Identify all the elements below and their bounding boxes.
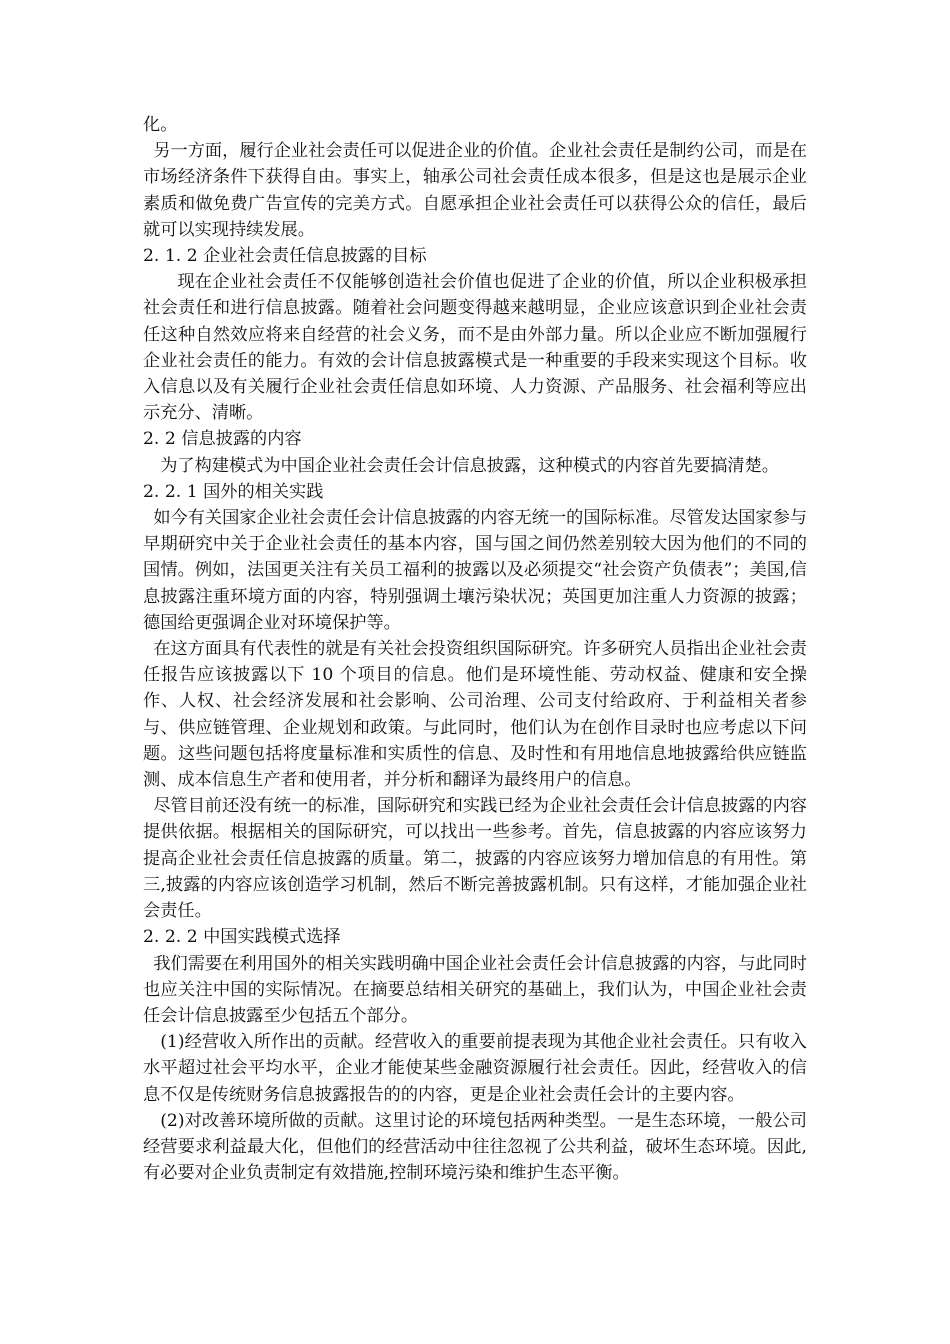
section-heading-2-2-2: 2. 2. 2 中国实践模式选择 bbox=[143, 927, 341, 948]
section-heading-2-2-1: 2. 2. 1 国外的相关实践 bbox=[143, 481, 324, 502]
paragraph-csr-value: 另一方面，履行企业社会责任可以促进企业的价值。企业社会责任是制约公司，而是在市场经济条件下获得自由。事实上，轴承公司社会责任成本很多，但是这也是展示企业素质和做免费广告宣传的完美方式。自愿承担企业社会责任可以获得公众的信任，最后就可以实现持续发展。 bbox=[143, 141, 807, 240]
section-heading-2-1-2: 2. 1. 2 企业社会责任信息披露的目标 bbox=[143, 246, 427, 267]
paragraph-no-unified-standard: 尽管目前还没有统一的标准，国际研究和实践已经为企业社会责任会计信息披露的内容提供依据。根据相关的国际研究，可以找出一些参考。首先，信息披露的内容应该努力提高企业社会责任信息披露的质量。第二，披露的内容应该努力增加信息的有用性。第三,披露的内容应该创造学习机制，然后不断完善披露机制。只有这样，才能加强企业社会责任。 bbox=[143, 796, 807, 922]
paragraph-fragment: 化。 bbox=[143, 115, 178, 135]
section-heading-2-2: 2. 2 信息披露的内容 bbox=[143, 429, 302, 450]
paragraph-china-practice: 我们需要在利用国外的相关实践明确中国企业社会责任会计信息披露的内容，与此同时也应关注中国的实际情况。在摘要总结相关研究的基础上，我们认为，中国企业社会责任会计信息披露至少包括五个部分。 bbox=[143, 953, 807, 1026]
paragraph-disclosure-goal: 现在企业社会责任不仅能够创造社会价值也促进了企业的价值，所以企业积极承担社会责任和进行信息披露。随着社会问题变得越来越明显，企业应该意识到企业社会责任这种自然效应将来自经营的社会义务，而不是由外部力量。所以企业应不断加强履行企业社会责任的能力。有效的会计信息披露模式是一种重要的手段来实现这个目标。收入信息以及有关履行企业社会责任信息如环境、人力资源、产品服务、社会福利等应出示充分、清晰。 bbox=[143, 272, 807, 424]
document-page bbox=[143, 112, 807, 1186]
paragraph-foreign-practice: 如今有关国家企业社会责任会计信息披露的内容无统一的国际标准。尽管发达国家参与早期研究中关于企业社会责任的基本内容，国与国之间仍然差别较大因为他们的不同的国情。例如，法国更关注有关员工福利的披露以及必须提交“社会资产负债表”；美国,信息披露注重环境方面的内容，特别强调土壤污染状况；英国更加注重人力资源的披露；德国给更强调企业对环境保护等。 bbox=[143, 508, 807, 633]
paragraph-international-research: 在这方面具有代表性的就是有关社会投资组织国际研究。许多研究人员指出企业社会责任报告应该披露以下 10 个项目的信息。他们是环境性能、劳动权益、健康和安全操作、人权、社会经济发展和社会影响、公司治理、公司支付给政府、于利益相关者参与、供应链管理、企业规划和政策。与此同时，他们认为在创作目录时也应考虑以下问题。这些问题包括将度量标准和实质性的信息、及时性和有用地信息地披露给供应链监测、成本信息生产者和使用者，并分析和翻译为最终用户的信息。 bbox=[143, 639, 807, 791]
paragraph-item-1-income: (1)经营收入所作出的贡献。经营收入的重要前提表现为其他企业社会责任。只有收入水平超过社会平均水平，企业才能使某些金融资源履行社会责任。因此，经营收入的信息不仅是传统财务信息披露报告的的内容，更是企业社会责任会计的主要内容。 bbox=[143, 1032, 807, 1105]
paragraph-build-model: 为了构建模式为中国企业社会责任会计信息披露，这种模式的内容首先要搞清楚。 bbox=[160, 455, 779, 476]
paragraph-item-2-environment: (2)对改善环境所做的贡献。这里讨论的环境包括两种类型。一是生态环境，一般公司经营要求利益最大化，但他们的经营活动中往往忽视了公共利益，破坏生态环境。因此,有必要对企业负责制定有效措施,控制环境污染和维护生态平衡。 bbox=[143, 1110, 807, 1184]
